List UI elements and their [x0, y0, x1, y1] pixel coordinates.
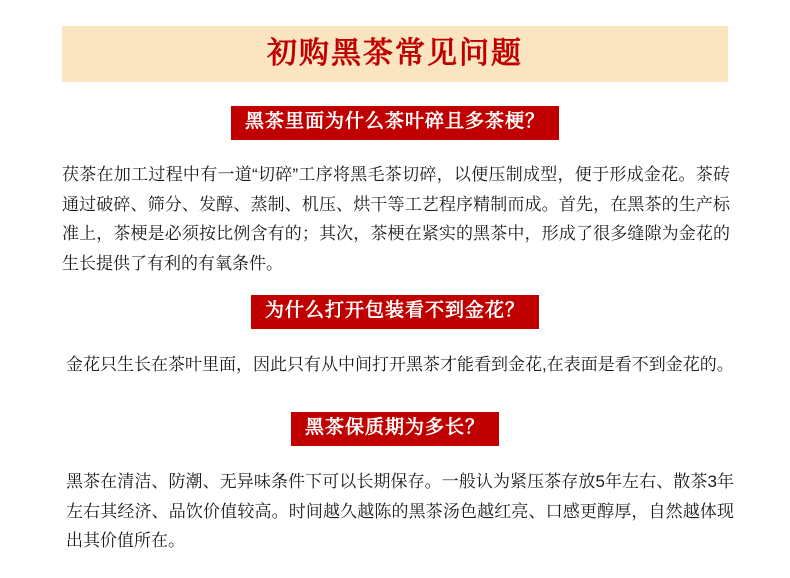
faq-section-3 [0, 412, 790, 556]
faq-question-header-3 [0, 412, 790, 446]
faq-question-3: 黑茶保质期为多长？ [291, 412, 499, 446]
page-title-banner [62, 26, 728, 82]
faq-section-1 [0, 106, 790, 279]
page-title: 初购黑茶常见问题 [267, 37, 523, 70]
faq-answer-2: 金花只生长在茶叶里面，因此只有从中间打开黑茶才能看到金花,在表面是看不到金花的。 [66, 354, 734, 374]
faq-question-1: 黑茶里面为什么茶叶碎且多茶梗？ [231, 106, 559, 140]
faq-question-header-2 [0, 295, 790, 329]
faq-section-2 [0, 295, 790, 380]
faq-answer-3: 黑茶在清洁、防潮、无异味条件下可以长期保存。一般认为紧压茶存放5年左右、散茶3年左右其经济、品饮价值较高。时间越久越陈的黑茶汤色越红亮、口感更醇厚，自然越体现出其价值所在。 [66, 471, 734, 551]
faq-answer-1: 茯茶在加工过程中有一道“切碎”工序将黑毛茶切碎，以便压制成型，便于形成金花。茶砖通过破碎、筛分、发醇、蒸制、机压、烘干等工艺程序精制而成。首先，在黑茶的生产标准上，茶梗是必须按比例含有的；其次，茶梗在紧实的黑茶中，形成了很多缝隙为金花的生长提供了有利的有氧条件。 [62, 164, 730, 274]
faq-question-2: 为什么打开包装看不到金花？ [251, 295, 539, 329]
faq-question-header-1 [0, 106, 790, 140]
